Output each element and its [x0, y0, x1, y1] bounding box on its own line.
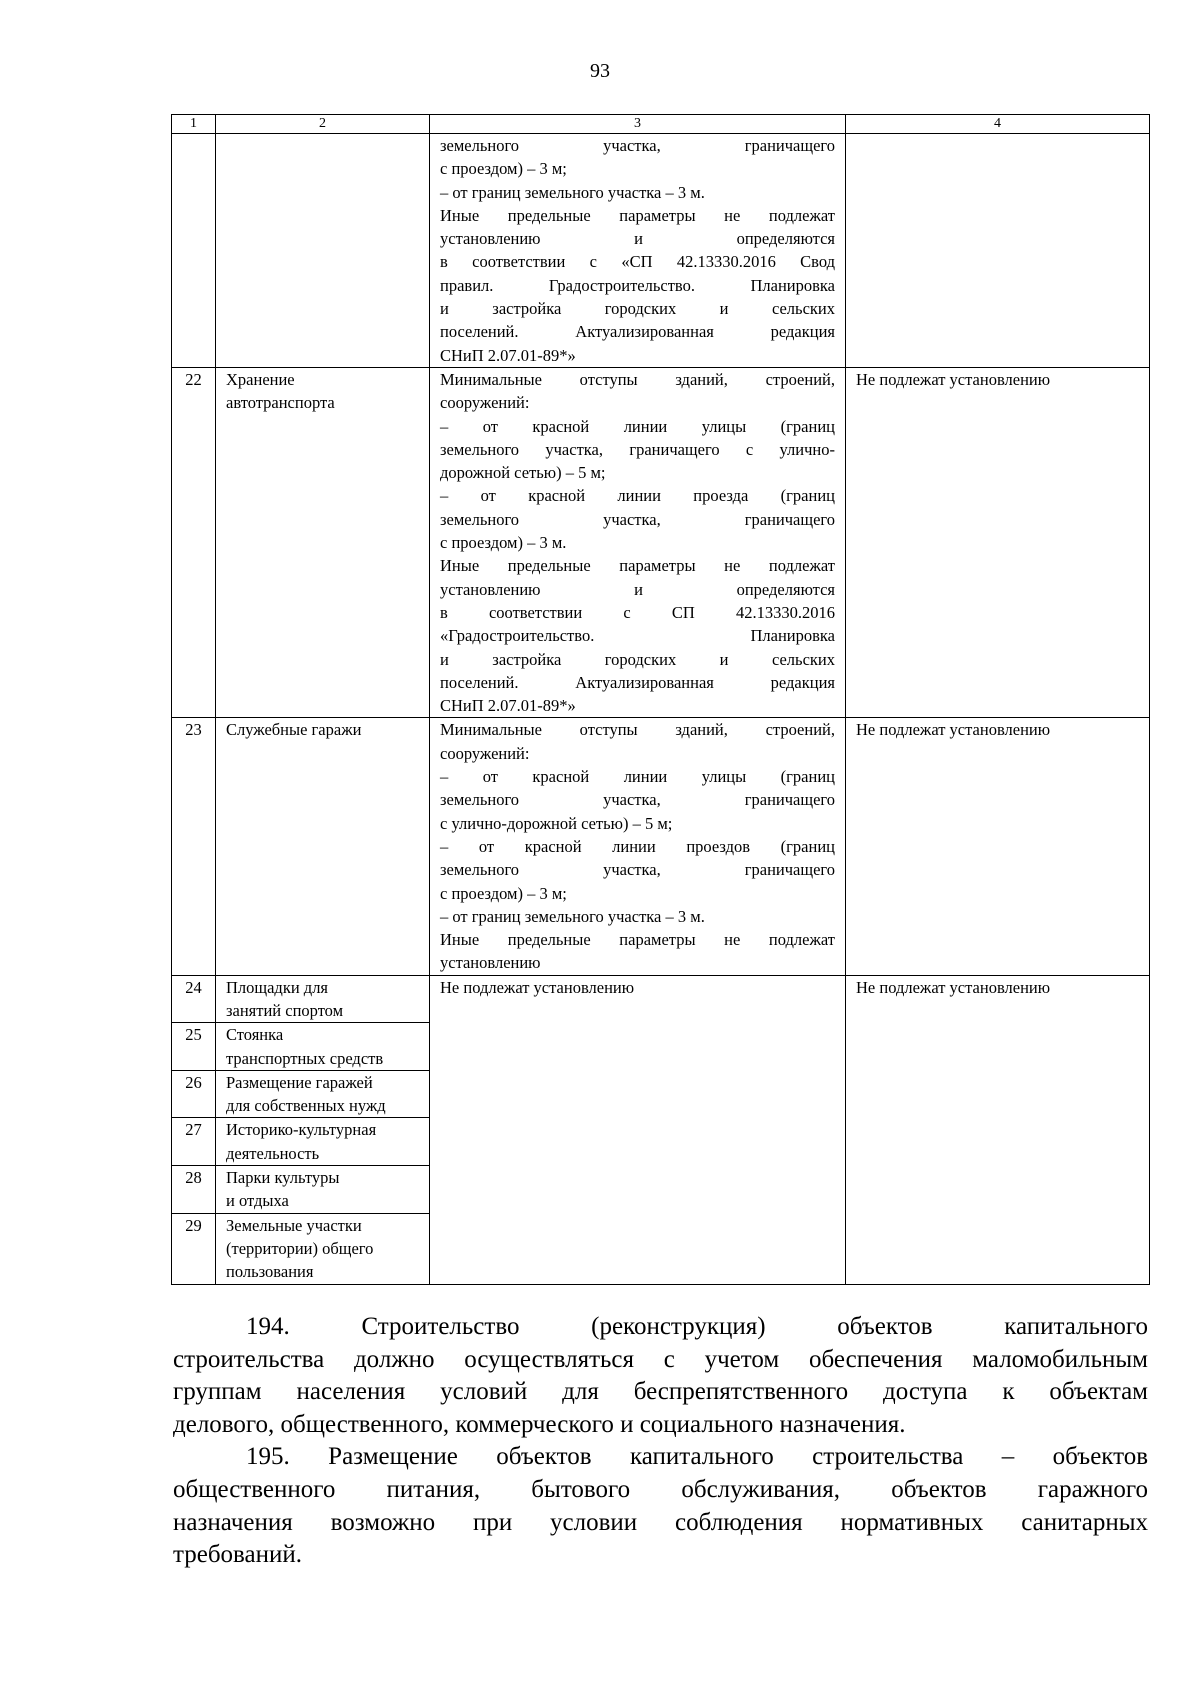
row-number: 28 — [172, 1166, 216, 1214]
header-col-3: 3 — [430, 115, 846, 134]
cell-land-use-name — [216, 1166, 430, 1214]
text-line: назначения возможно при условии соблюдения нормативных санитарных — [173, 1508, 1148, 1536]
text-line: дорожной сетью) – 5 м; — [440, 463, 606, 483]
cell-parameters — [430, 134, 846, 368]
cell-notes-merged: Не подлежат установлению — [846, 975, 1150, 1284]
text-line: с проездом) – 3 м; — [440, 159, 567, 179]
header-col-4: 4 — [846, 115, 1150, 134]
text-line: в соответствии с СП 42.13330.2016 — [440, 602, 835, 622]
cell-parameters — [430, 718, 846, 975]
text-line: и застройка городских и сельских — [440, 299, 835, 319]
row-number: 24 — [172, 975, 216, 1023]
text-line: земельного участка, граничащего — [440, 790, 835, 810]
text-line: с проездом) – 3 м; — [440, 883, 567, 903]
cell-notes-empty — [846, 134, 1150, 368]
regulations-table — [171, 114, 1150, 1285]
row-number: 29 — [172, 1213, 216, 1284]
row-number: 22 — [172, 367, 216, 717]
text-line: – от красной линии проезда (границ — [440, 486, 835, 506]
text-line: Иные предельные параметры не подлежат — [440, 205, 835, 225]
table-row-24 — [172, 975, 1150, 1023]
text-line: – от границ земельного участка – 3 м. — [440, 906, 705, 926]
text-line: земельного участка, граничащего — [440, 860, 835, 880]
text-line: Стоянка — [226, 1025, 284, 1045]
text-line: поселений. Актуализированная редакция — [440, 322, 835, 342]
text-line: Иные предельные параметры не подлежат — [440, 556, 835, 576]
text-line: группам населения условий для беспрепятственного доступа к объектам — [173, 1378, 1148, 1406]
cell-land-use-name — [216, 367, 430, 717]
text-line: занятий спортом — [226, 1000, 344, 1020]
paragraph-195 — [173, 1441, 1148, 1571]
text-line: – от красной линии улицы (границ — [440, 416, 835, 436]
text-line: поселений. Актуализированная редакция — [440, 672, 835, 692]
cell-land-use-name — [216, 1070, 430, 1118]
text-line: СНиП 2.07.01-89*» — [440, 345, 576, 365]
text-line: общественного питания, бытового обслуживания, объектов гаражного — [173, 1475, 1148, 1503]
cell-parameters-merged: Не подлежат установлению — [430, 975, 846, 1284]
header-col-1: 1 — [172, 115, 216, 134]
text-line: 194. Строительство (реконструкция) объектов капитального — [246, 1313, 1148, 1340]
text-line: и отдыха — [226, 1191, 289, 1211]
cell-num-empty — [172, 134, 216, 368]
text-line: Иные предельные параметры не подлежат — [440, 930, 835, 950]
table-header-row — [172, 115, 1150, 134]
row-number: 25 — [172, 1023, 216, 1071]
text-line: Хранение — [226, 369, 295, 389]
text-line: с проездом) – 3 м. — [440, 533, 567, 553]
row-number: 27 — [172, 1118, 216, 1166]
row-number: 26 — [172, 1070, 216, 1118]
body-text — [173, 1311, 1148, 1572]
text-line: для собственных нужд — [226, 1096, 386, 1116]
text-line: Парки культуры — [226, 1168, 340, 1188]
page-number: 93 — [590, 60, 610, 82]
text-line: земельного участка, граничащего — [440, 509, 835, 529]
text-line: «Градостроительство. Планировка — [440, 626, 835, 646]
header-col-2: 2 — [216, 115, 430, 134]
text-line: Минимальные отступы зданий, строений, — [440, 369, 835, 389]
text-line: Земельные участки — [226, 1215, 362, 1235]
cell-name-empty — [216, 134, 430, 368]
text-line: делового, общественного, коммерческого и социального назначения. — [173, 1410, 906, 1438]
cell-notes: Не подлежат установлению — [846, 718, 1150, 975]
text-line: сооружений: — [440, 393, 530, 413]
text-line: транспортных средств — [226, 1048, 384, 1068]
row-number: 23 — [172, 718, 216, 975]
text-line: установлению и определяются — [440, 229, 835, 249]
text-line: автотранспорта — [226, 393, 335, 413]
text-line: Размещение гаражей — [226, 1072, 373, 1092]
text-line: строительства должно осуществляться с учетом обеспечения маломобильным — [173, 1345, 1148, 1373]
text-line: земельного участка, граничащего — [440, 136, 835, 155]
text-line: деятельность — [226, 1143, 320, 1163]
cell-land-use-name — [216, 1118, 430, 1166]
cell-land-use-name: Служебные гаражи — [216, 718, 430, 975]
cell-notes: Не подлежат установлению — [846, 367, 1150, 717]
text-line: Минимальные отступы зданий, строений, — [440, 720, 835, 740]
cell-land-use-name — [216, 975, 430, 1023]
cell-land-use-name — [216, 1023, 430, 1071]
text-line: Историко-культурная — [226, 1120, 377, 1140]
table-row-23 — [172, 718, 1150, 975]
text-line: сооружений: — [440, 743, 530, 763]
text-line: требований. — [173, 1541, 303, 1569]
text-line: СНиП 2.07.01-89*» — [440, 696, 576, 716]
text-line: 195. Размещение объектов капитального строительства – объектов — [246, 1443, 1148, 1471]
text-line: установлению и определяются — [440, 579, 835, 599]
paragraph-194 — [173, 1311, 1148, 1441]
text-line: (территории) общего — [226, 1238, 374, 1258]
table-row-continuation — [172, 134, 1150, 368]
cell-parameters — [430, 367, 846, 717]
text-line: – от красной линии проездов (границ — [440, 836, 835, 856]
text-line: и застройка городских и сельских — [440, 649, 835, 669]
text-line: земельного участка, граничащего с улично- — [440, 439, 835, 459]
text-line: правил. Градостроительство. Планировка — [440, 275, 835, 295]
table-row-22 — [172, 367, 1150, 717]
text-line: установлению — [440, 953, 541, 973]
text-line: с улично-дорожной сетью) – 5 м; — [440, 813, 673, 833]
cell-land-use-name — [216, 1213, 430, 1284]
text-line: пользования — [226, 1262, 314, 1282]
text-line: – от границ земельного участка – 3 м. — [440, 182, 705, 202]
text-line: – от красной линии улицы (границ — [440, 767, 835, 787]
text-line: в соответствии с «СП 42.13330.2016 Свод — [440, 252, 835, 272]
text-line: Площадки для — [226, 977, 329, 997]
